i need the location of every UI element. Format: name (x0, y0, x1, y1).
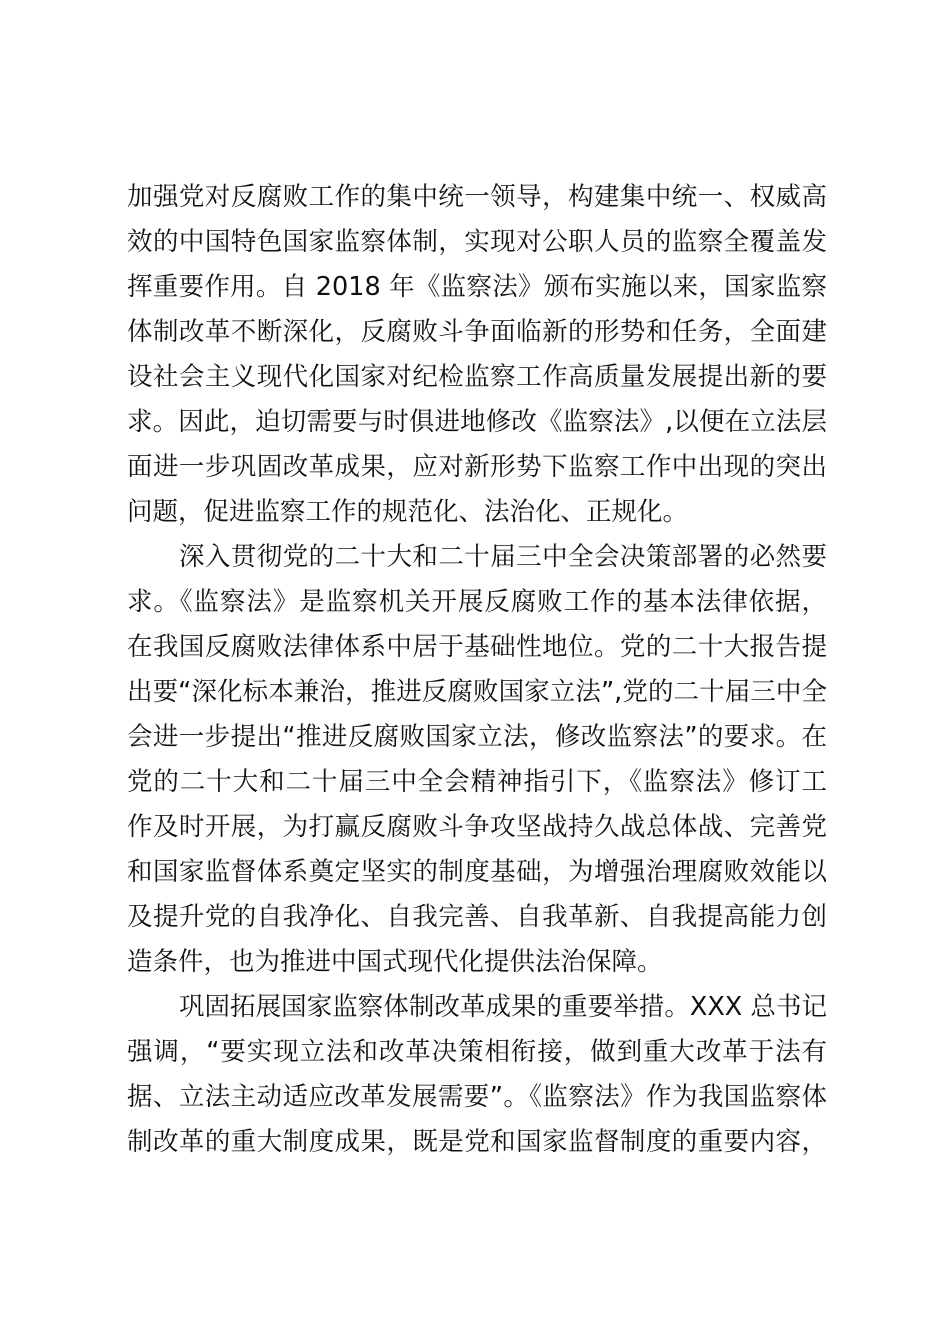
text-line: 及提升党的自我净化、自我完善、自我革新、自我提高能力创 (127, 902, 827, 932)
text-line: 加强党对反腐败工作的集中统一领导，构建集中统一、权威高 (127, 182, 827, 212)
text-line: 求。《监察法》是监察机关开展反腐败工作的基本法律依据， (127, 587, 827, 617)
document-body (127, 175, 827, 1165)
text-line: 在我国反腐败法律体系中居于基础性地位。党的二十大报告提 (127, 632, 827, 662)
text-line: 党的二十大和二十届三中全会精神指引下，《监察法》修订工 (127, 767, 827, 797)
text-line: 挥重要作用。自 2018 年《监察法》颁布实施以来，国家监察 (127, 272, 827, 302)
text-line: 设社会主义现代化国家对纪检监察工作高质量发展提出新的要 (127, 362, 827, 392)
text-line: 体制改革不断深化，反腐败斗争面临新的形势和任务，全面建 (127, 317, 827, 347)
text-line: 问题，促进监察工作的规范化、法治化、正规化。 (127, 497, 689, 527)
text-line: 和国家监督体系奠定坚实的制度基础，为增强治理腐败效能以 (127, 857, 827, 887)
paragraph-heading-line: 巩固拓展国家监察体制改革成果的重要举措。XXX 总书记 (179, 992, 827, 1022)
text-line: 求。因此，迫切需要与时俱进地修改《监察法》,以便在立法层 (127, 407, 827, 437)
text-line: 强调，“要实现立法和改革决策相衔接，做到重大改革于法有 (127, 1037, 827, 1067)
text-line: 制改革的重大制度成果，既是党和国家监督制度的重要内容， (127, 1127, 827, 1157)
text-line: 出要“深化标本兼治，推进反腐败国家立法”,党的二十届三中全 (127, 677, 827, 707)
text-line: 作及时开展，为打赢反腐败斗争攻坚战持久战总体战、完善党 (127, 812, 827, 842)
paragraph-heading-line: 深入贯彻党的二十大和二十届三中全会决策部署的必然要 (179, 542, 827, 572)
text-line: 据、立法主动适应改革发展需要”。《监察法》作为我国监察体 (127, 1082, 827, 1112)
text-line: 会进一步提出“推进反腐败国家立法，修改监察法”的要求。在 (127, 722, 827, 752)
text-line: 造条件，也为推进中国式现代化提供法治保障。 (127, 947, 663, 977)
text-line: 面进一步巩固改革成果，应对新形势下监察工作中出现的突出 (127, 452, 827, 482)
text-line: 效的中国特色国家监察体制，实现对公职人员的监察全覆盖发 (127, 227, 827, 257)
